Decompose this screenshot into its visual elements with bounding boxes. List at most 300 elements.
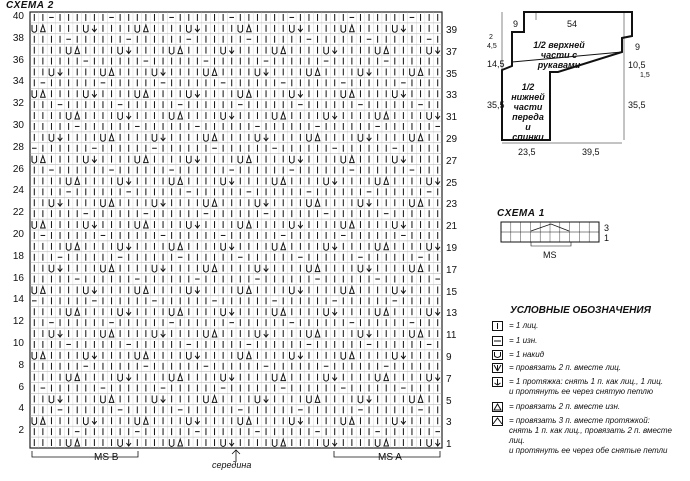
yarn-over-icon	[32, 417, 37, 424]
legend-text: = 1 накид	[509, 350, 545, 359]
yarn-over-icon	[118, 439, 123, 446]
ssk-icon	[229, 47, 234, 54]
ssk-icon	[58, 199, 63, 206]
p2tog-icon	[144, 25, 149, 32]
p2tog-icon	[247, 90, 252, 97]
ssk-icon	[367, 134, 372, 141]
row-number-left: 26	[12, 163, 24, 175]
p2tog-icon	[281, 178, 286, 185]
yarn-over-icon	[101, 396, 106, 403]
row-number-right: 3	[446, 417, 452, 429]
yarn-over-icon	[255, 265, 260, 272]
p2tog-icon	[144, 221, 149, 228]
ssk-icon	[195, 25, 200, 32]
p2tog-icon	[247, 352, 252, 359]
knit-stitch-icon	[492, 321, 504, 331]
ssk-icon	[229, 374, 234, 381]
ssk-icon	[367, 265, 372, 272]
row-number-right: 35	[446, 68, 458, 80]
yarn-over-icon	[221, 112, 226, 119]
yarn-over-icon	[427, 178, 432, 185]
dim-10-5: 10,5	[628, 60, 646, 70]
row-number-right: 27	[446, 155, 458, 167]
yarn-over-icon	[204, 199, 209, 206]
yarn-over-icon	[66, 178, 71, 185]
yarn-over-icon	[393, 90, 398, 97]
ssk-icon	[367, 69, 372, 76]
p2tog-icon	[212, 330, 217, 337]
p2tog-icon	[247, 417, 252, 424]
yarn-over-icon	[238, 417, 243, 424]
ssk-icon	[401, 156, 406, 163]
row-number-right: 9	[446, 351, 452, 363]
dim-54: 54	[567, 19, 578, 29]
ssk-icon	[264, 134, 269, 141]
ssk-icon	[229, 112, 234, 119]
ssk-icon	[298, 417, 303, 424]
p2tog-icon	[418, 69, 423, 76]
yarn-over-icon	[358, 134, 363, 141]
legend-text: = 1 лиц.	[509, 321, 539, 330]
p2tog-icon	[315, 199, 320, 206]
row-number-left: 22	[12, 207, 24, 219]
p2tog-icon	[144, 90, 149, 97]
yarn-over-icon	[118, 243, 123, 250]
yarn-over-icon	[307, 134, 312, 141]
yarn-over-icon	[255, 330, 260, 337]
ssk-icon	[435, 178, 440, 185]
dim-14-5: 14,5	[487, 59, 505, 69]
yarn-over-icon	[221, 308, 226, 315]
p2tog-icon	[75, 243, 80, 250]
ssk-icon	[92, 221, 97, 228]
p2tog-icon	[41, 90, 46, 97]
yarn-over-icon	[49, 330, 54, 337]
schema1-repeat: MS	[543, 250, 557, 260]
dim-1-5: 1,5	[640, 72, 650, 79]
ssk-icon	[264, 199, 269, 206]
yarn-over-icon	[187, 287, 192, 294]
ssk-icon	[332, 112, 337, 119]
yarn-over-icon	[307, 265, 312, 272]
yarn-over-icon	[49, 265, 54, 272]
yarn-over-icon	[135, 25, 140, 32]
yarn-over-icon	[118, 308, 123, 315]
p2tog-icon	[75, 308, 80, 315]
yarn-over-icon	[290, 417, 295, 424]
legend-text-continued: снять 1 п. как лиц., провязать 2 п. вместе лиц.	[509, 426, 672, 445]
p2tog-icon	[178, 374, 183, 381]
row-number-right: 15	[446, 286, 458, 298]
yarn-over-icon	[272, 308, 277, 315]
yarn-over-icon	[66, 112, 71, 119]
yarn-over-icon	[375, 439, 380, 446]
yarn-over-icon	[49, 199, 54, 206]
row-number-right: 13	[446, 308, 458, 320]
yarn-over-icon	[221, 243, 226, 250]
ssk-icon	[126, 243, 131, 250]
yarn-over-icon	[118, 47, 123, 54]
yarn-over-icon	[169, 112, 174, 119]
dim-9-left: 9	[513, 19, 519, 29]
p2tog-icon	[350, 221, 355, 228]
chart-title: СХЕМА 2	[6, 0, 54, 11]
p2tog-icon	[212, 396, 217, 403]
ssk-icon	[401, 417, 406, 424]
ssk-icon	[435, 374, 440, 381]
ssk-icon	[298, 221, 303, 228]
p2tog-icon	[350, 417, 355, 424]
p2tog-icon	[75, 374, 80, 381]
yarn-over-icon	[221, 178, 226, 185]
yarn-over-icon	[358, 265, 363, 272]
p2tog-icon	[144, 417, 149, 424]
row-number-right: 19	[446, 242, 458, 254]
yarn-over-icon	[118, 178, 123, 185]
yarn-over-icon	[324, 178, 329, 185]
row-number-left: 40	[12, 11, 24, 22]
yarn-over-icon	[49, 396, 54, 403]
yarn-over-icon	[410, 199, 415, 206]
ssk-icon	[435, 439, 440, 446]
p2tog-icon	[281, 374, 286, 381]
yarn-over-icon	[238, 25, 243, 32]
yarn-over-icon	[49, 69, 54, 76]
yarn-over-icon	[290, 352, 295, 359]
yarn-over-icon	[324, 439, 329, 446]
yarn-over-icon	[427, 47, 432, 54]
dim-4-5: 4,5	[487, 43, 497, 50]
p2tog-icon	[281, 47, 286, 54]
yarn-over-icon	[187, 221, 192, 228]
yarn-over-icon	[187, 25, 192, 32]
ssk-icon	[298, 287, 303, 294]
yarn-over-icon	[66, 243, 71, 250]
ssk-icon	[195, 287, 200, 294]
yarn-over-icon	[204, 134, 209, 141]
repeat-label-ms-a: MS A	[378, 452, 402, 463]
ssk-icon	[332, 308, 337, 315]
yarn-over-icon	[324, 374, 329, 381]
ssk-icon	[92, 287, 97, 294]
p2tog-icon	[178, 178, 183, 185]
yarn-over-icon	[324, 112, 329, 119]
p2tog-icon	[109, 330, 114, 337]
p2tog-icon	[315, 396, 320, 403]
row-number-right: 17	[446, 264, 458, 276]
yarn-over-icon	[135, 352, 140, 359]
yarn-over-icon	[375, 243, 380, 250]
p2tog-icon	[109, 265, 114, 272]
row-number-right: 37	[446, 46, 458, 58]
row-number-right: 5	[446, 395, 452, 407]
row-number-right: 23	[446, 199, 458, 211]
row-number-left: 6	[18, 381, 24, 393]
yarn-over-icon	[341, 25, 346, 32]
schema1-repeat-bracket	[531, 242, 571, 246]
ssk-icon	[298, 25, 303, 32]
yarn-over-icon	[187, 90, 192, 97]
dim-2: 2	[489, 34, 493, 41]
yarn-over-icon	[238, 287, 243, 294]
yarn-over-icon	[204, 396, 209, 403]
pattern-bottom-label: 1/2 нижней части переда и спинки	[511, 82, 545, 142]
yarn-over-icon	[135, 90, 140, 97]
row-number-right: 1	[446, 439, 452, 451]
yarn-over-icon	[84, 352, 89, 359]
legend-text: = провязать 2 п. вместе лиц.	[509, 363, 622, 372]
p2tog-icon	[144, 352, 149, 359]
dim-39-5: 39,5	[582, 147, 600, 157]
row-number-left: 14	[12, 294, 24, 306]
legend-text-continued: и протянуть ее через обе снятые петли	[509, 446, 668, 455]
yarn-over-icon	[290, 287, 295, 294]
yarn-over-icon	[272, 47, 277, 54]
ssk-icon	[126, 112, 131, 119]
yarn-over-icon	[135, 417, 140, 424]
ssk-icon	[126, 47, 131, 54]
legend-text: = 1 протяжка: снять 1 п. как лиц., 1 лиц.	[509, 377, 664, 386]
yarn-over-icon	[324, 243, 329, 250]
yarn-over-icon	[238, 352, 243, 359]
yarn-over-icon	[358, 69, 363, 76]
yarn-over-icon	[255, 69, 260, 76]
yarn-over-icon	[101, 265, 106, 272]
yarn-over-icon	[169, 439, 174, 446]
yarn-over-icon	[427, 439, 432, 446]
yarn-over-icon	[101, 199, 106, 206]
yarn-over-icon	[66, 439, 71, 446]
purl-stitch-icon	[492, 336, 504, 346]
yarn-over-icon	[410, 330, 415, 337]
yarn-over-icon	[410, 396, 415, 403]
pattern-top-label: 1/2 верхней части с рукавами	[533, 40, 585, 70]
ssk-icon	[161, 330, 166, 337]
p2tog-icon	[41, 287, 46, 294]
row-number-left: 38	[12, 32, 24, 44]
yarn-over-icon	[152, 265, 157, 272]
yarn-over-icon	[135, 287, 140, 294]
row-number-left: 36	[12, 54, 24, 66]
yarn-over-icon	[84, 156, 89, 163]
yarn-over-icon	[221, 47, 226, 54]
yarn-over-icon	[427, 308, 432, 315]
ssk-icon	[126, 374, 131, 381]
yarn-over-icon	[32, 352, 37, 359]
row-number-left: 32	[12, 98, 24, 110]
ssk-icon	[229, 178, 234, 185]
p2tog-icon	[109, 199, 114, 206]
p2tog-icon	[109, 396, 114, 403]
ssk-icon	[92, 352, 97, 359]
ssk-icon	[401, 90, 406, 97]
p2tog-icon	[41, 156, 46, 163]
row-number-right: 7	[446, 373, 452, 385]
p2tog-icon	[247, 287, 252, 294]
center-label: середина	[212, 460, 252, 470]
row-number-left: 16	[12, 272, 24, 284]
ssk-icon	[401, 221, 406, 228]
yarn-over-icon	[169, 308, 174, 315]
p2tog-icon	[315, 69, 320, 76]
row-number-right: 33	[446, 90, 458, 102]
p2tog-icon	[75, 112, 80, 119]
yarn-over-icon	[255, 396, 260, 403]
yarn-over-icon	[66, 308, 71, 315]
p2tog-icon	[418, 199, 423, 206]
yarn-over-icon	[393, 221, 398, 228]
row-number-left: 34	[12, 76, 24, 88]
ssk-icon	[126, 308, 131, 315]
p2tog-icon	[41, 221, 46, 228]
p2tog-icon	[75, 47, 80, 54]
yarn-over-icon	[84, 25, 89, 32]
yarn-over-icon	[84, 417, 89, 424]
yarn-over-icon	[393, 352, 398, 359]
ssk-icon	[401, 25, 406, 32]
ssk-icon	[367, 199, 372, 206]
yarn-over-icon	[238, 156, 243, 163]
p2tog-icon	[109, 69, 114, 76]
p2tog-icon	[212, 265, 217, 272]
ssk-icon	[161, 134, 166, 141]
yarn-over-icon	[410, 134, 415, 141]
row-number-right: 11	[446, 330, 457, 342]
ssk-icon	[367, 330, 372, 337]
row-number-left: 30	[12, 120, 24, 131]
row-number-right: 39	[446, 24, 458, 36]
yarn-over-icon	[375, 374, 380, 381]
yarn-over-icon	[187, 352, 192, 359]
yarn-over-icon	[358, 396, 363, 403]
yarn-over-icon	[66, 374, 71, 381]
ssk-icon	[195, 221, 200, 228]
p2tog-icon	[281, 112, 286, 119]
p2tog-icon	[178, 47, 183, 54]
p2tog-icon	[315, 330, 320, 337]
ssk-icon	[92, 25, 97, 32]
p2tog-icon	[144, 156, 149, 163]
yarn-over-icon	[307, 199, 312, 206]
p2tog-icon	[41, 352, 46, 359]
row-number-left: 8	[18, 359, 24, 371]
ssk-icon	[298, 352, 303, 359]
p2tog-icon	[281, 439, 286, 446]
ssk-icon	[332, 47, 337, 54]
yarn-over-icon	[169, 374, 174, 381]
yarn-over-icon	[307, 69, 312, 76]
yarn-over-icon	[375, 47, 380, 54]
row-number-right: 25	[446, 177, 458, 189]
ssk-icon	[229, 243, 234, 250]
p2tog-icon	[178, 243, 183, 250]
ssk-icon	[126, 439, 131, 446]
ssk-icon	[161, 199, 166, 206]
p2tog-icon	[418, 330, 423, 337]
yarn-over-icon	[272, 243, 277, 250]
k3tog-ssk-icon	[492, 416, 504, 426]
ssk-icon	[264, 69, 269, 76]
yarn-over-icon	[66, 47, 71, 54]
yarn-over-icon	[427, 243, 432, 250]
yarn-over-icon	[221, 374, 226, 381]
yarn-over-icon	[204, 69, 209, 76]
ssk-icon	[435, 308, 440, 315]
ssk-icon	[264, 330, 269, 337]
p2tog-icon	[418, 396, 423, 403]
k2tog-icon	[492, 363, 504, 373]
ssk-icon	[92, 417, 97, 424]
yarn-over-icon	[32, 287, 37, 294]
ssk-icon	[435, 47, 440, 54]
p2tog-icon	[281, 243, 286, 250]
yarn-over-icon	[324, 308, 329, 315]
yarn-over-icon	[169, 178, 174, 185]
yarn-over-icon	[290, 25, 295, 32]
yarn-over-icon	[135, 221, 140, 228]
yarn-over-icon	[152, 69, 157, 76]
ssk-icon	[332, 374, 337, 381]
ssk-icon	[195, 352, 200, 359]
ssk-icon	[435, 243, 440, 250]
ssk-icon	[492, 377, 504, 387]
yarn-over-icon	[32, 156, 37, 163]
yarn-over-icon	[290, 221, 295, 228]
yarn-over-icon	[307, 396, 312, 403]
p2tog-icon	[75, 178, 80, 185]
p2tog-icon	[144, 287, 149, 294]
p2tog-icon	[350, 90, 355, 97]
p2tog-icon	[350, 25, 355, 32]
yarn-over-icon	[290, 156, 295, 163]
yarn-over-icon	[101, 69, 106, 76]
ssk-icon	[161, 265, 166, 272]
yarn-over-icon	[393, 156, 398, 163]
p2tog-icon	[315, 265, 320, 272]
ssk-icon	[435, 112, 440, 119]
yarn-over-icon	[375, 178, 380, 185]
yarn-over-icon	[238, 221, 243, 228]
yarn-over-icon	[152, 330, 157, 337]
ssk-icon	[161, 69, 166, 76]
yarn-over-icon	[393, 25, 398, 32]
yarn-over-icon	[118, 374, 123, 381]
yarn-over-icon	[341, 156, 346, 163]
p2tog-icon	[350, 156, 355, 163]
p2tog-icon	[315, 134, 320, 141]
dim-23-5: 23,5	[518, 147, 536, 157]
p2tog-icon	[178, 308, 183, 315]
ssk-icon	[58, 330, 63, 337]
p2tog-icon	[384, 112, 389, 119]
repeat-bracket-ms-b	[32, 451, 138, 457]
p2tog-icon	[212, 69, 217, 76]
p2tog-icon	[384, 308, 389, 315]
yarn-over-icon	[187, 156, 192, 163]
yarn-over-icon	[169, 47, 174, 54]
p2tog-icon	[418, 265, 423, 272]
schema1-chart	[501, 222, 599, 242]
schema1-title: СХЕМА 1	[497, 208, 545, 219]
yarn-over-icon	[255, 199, 260, 206]
dim-9-right: 9	[635, 42, 641, 52]
ssk-icon	[92, 156, 97, 163]
yarn-over-icon	[101, 330, 106, 337]
ssk-icon	[264, 396, 269, 403]
p2tog-icon	[109, 134, 114, 141]
yarn-over-icon	[84, 90, 89, 97]
row-number-left: 4	[18, 403, 24, 415]
